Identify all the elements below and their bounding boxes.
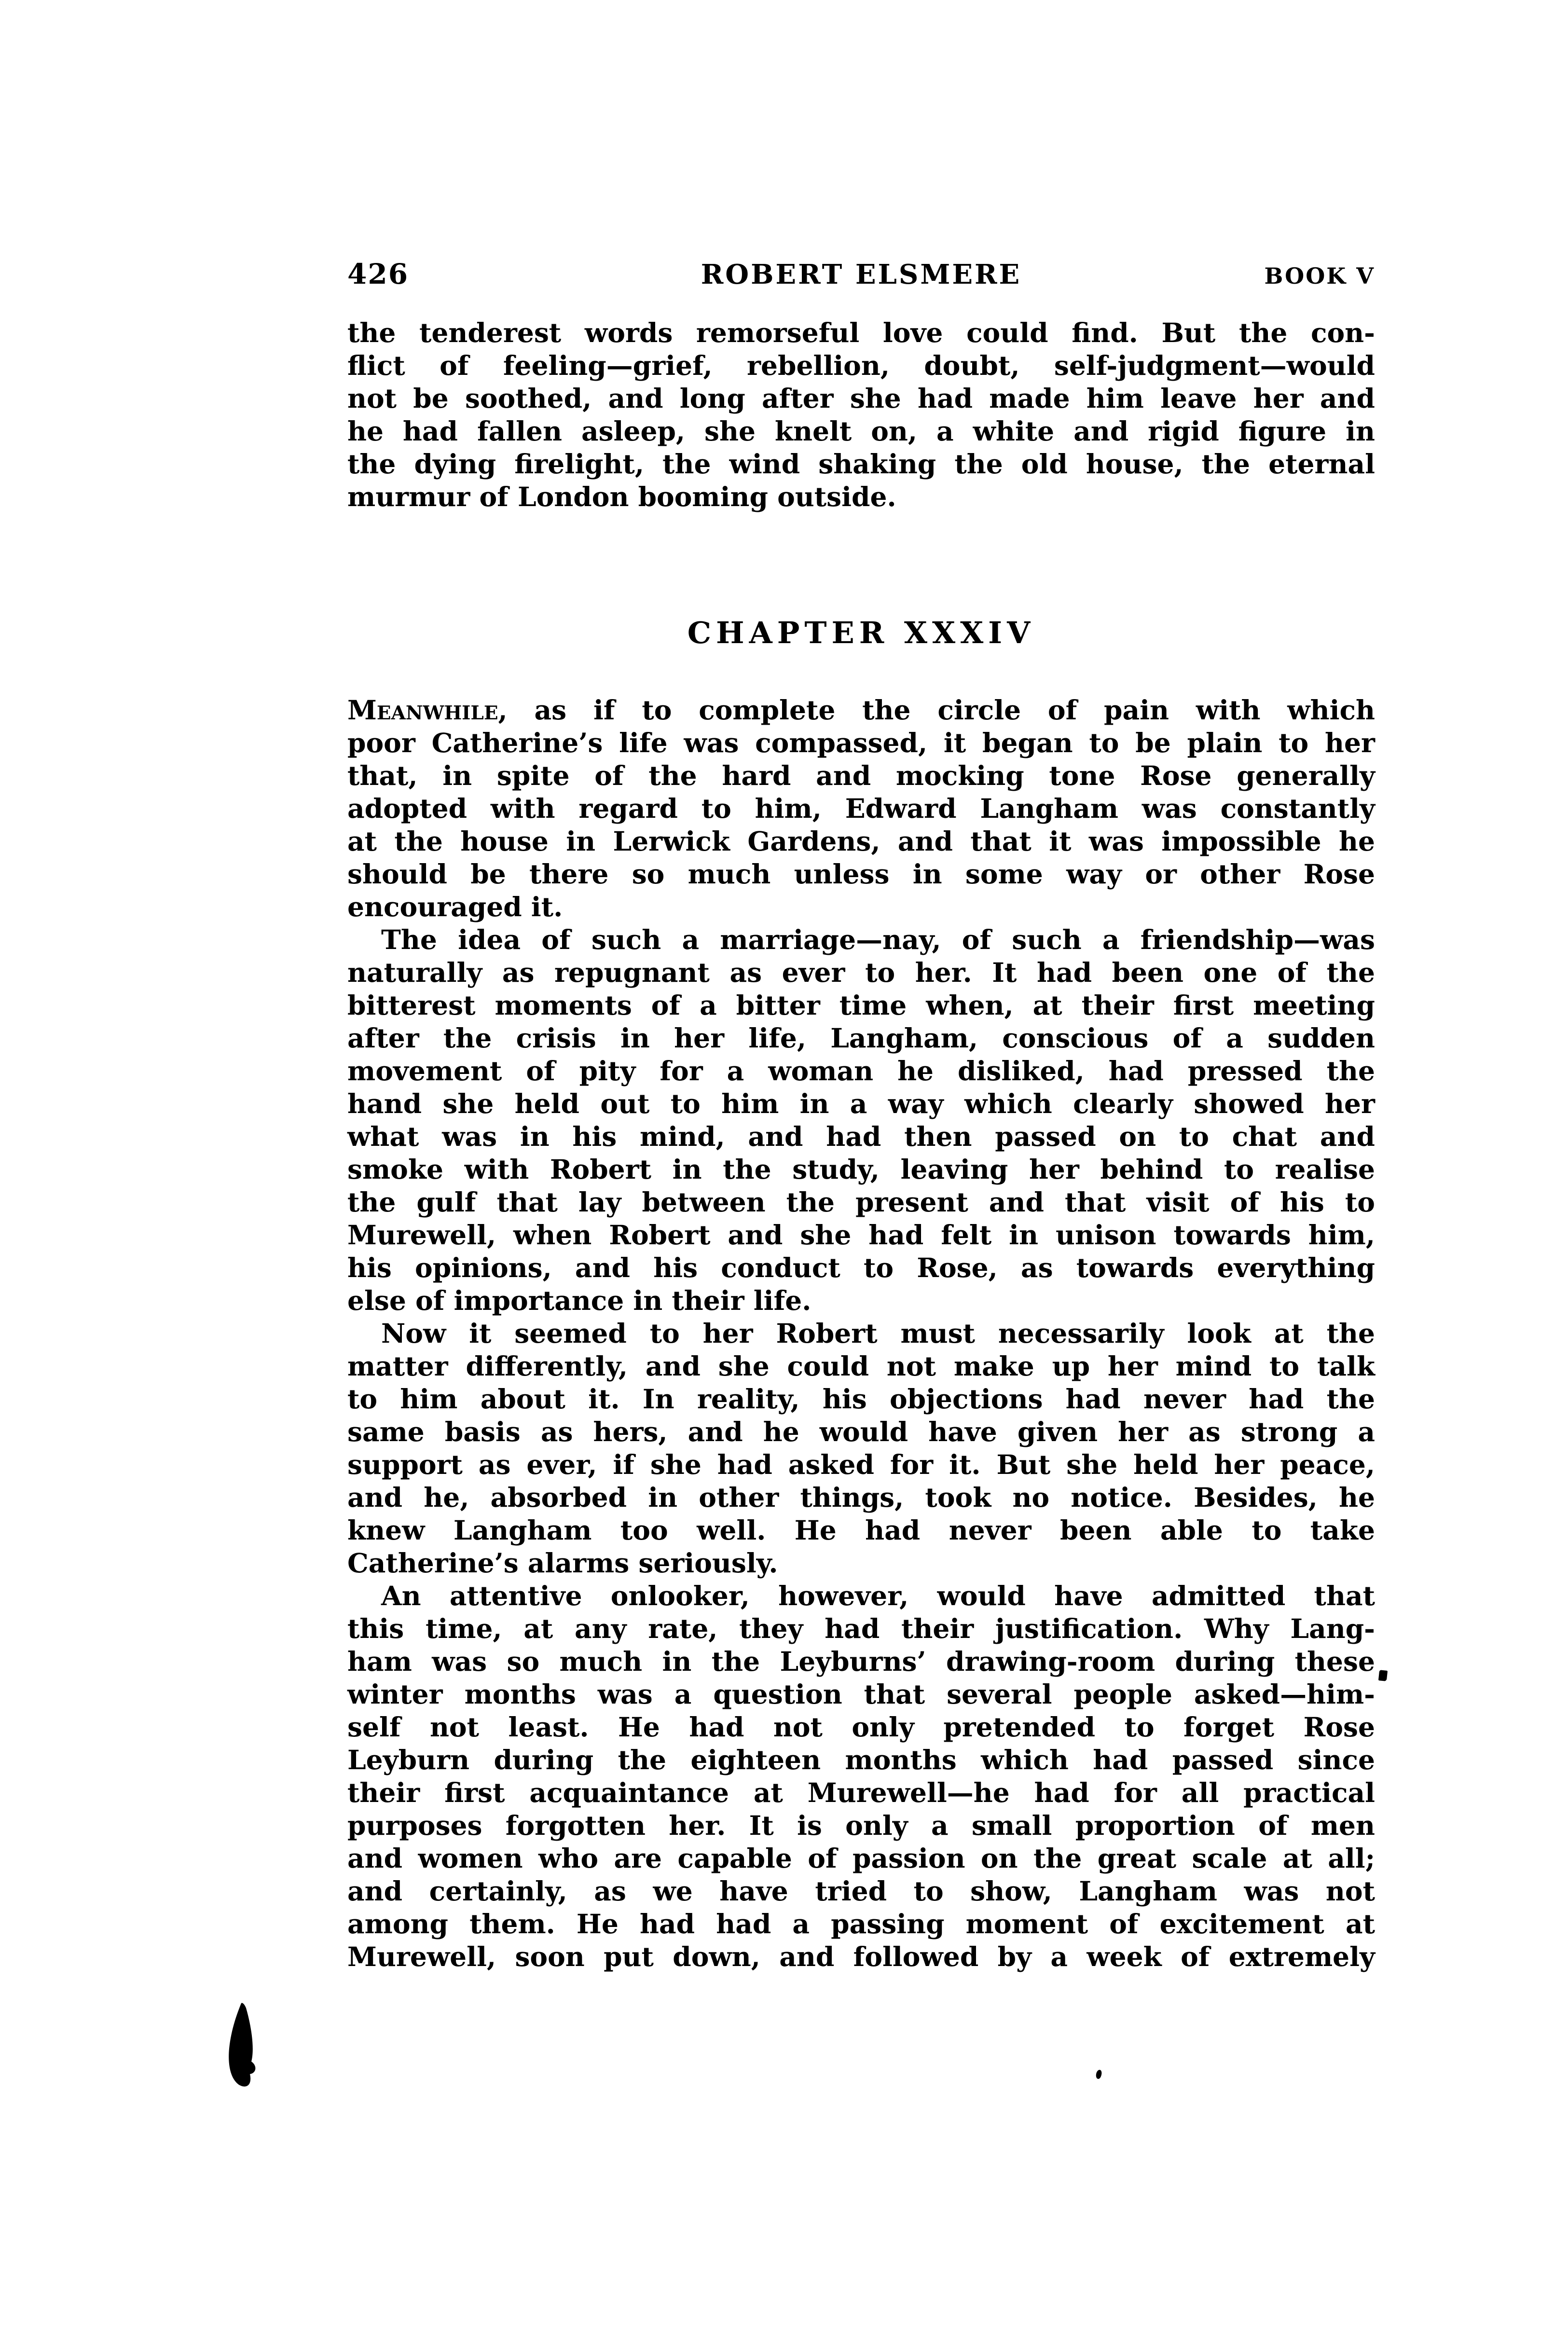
paragraph-now	[347, 1317, 1375, 1580]
text-line: winter months was a question that several people asked—him-	[347, 1678, 1375, 1710]
text-line: smoke with Robert in the study, leaving her behind to realise	[347, 1154, 1375, 1185]
paragraph-lines	[347, 727, 1375, 923]
text-line: what was in his mind, and had then passed on to chat and	[347, 1121, 1375, 1152]
text-line: this time, at any rate, they had their justification. Why Lang-	[347, 1613, 1375, 1644]
text-line: Murewell, when Robert and she had felt in unison towards him,	[347, 1219, 1375, 1251]
text-line: bitterest moments of a bitter time when, at their first meeting	[347, 990, 1375, 1021]
text-line: the gulf that lay between the present and that visit of his to	[347, 1186, 1375, 1218]
text-line: Leyburn during the eighteen months which had passed since	[347, 1744, 1375, 1775]
text-line: poor Catherine’s life was compassed, it began to be plain to her	[347, 727, 1375, 758]
text-line: should be there so much unless in some way or other Rose	[347, 858, 1375, 890]
text-line: the tenderest words remorseful love could find. But the con-	[347, 317, 1375, 348]
lead-word: Meanwhile,	[347, 694, 508, 726]
text-line: among them. He had had a passing moment of excitement at	[347, 1908, 1375, 1939]
text-line: and certainly, as we have tried to show, Langham was not	[347, 1875, 1375, 1907]
text-line: to him about it. In reality, his objections had never had the	[347, 1383, 1375, 1415]
text-line: flict of feeling—grief, rebellion, doubt, self-judgment—would	[347, 350, 1375, 381]
ink-dot	[1095, 2069, 1102, 2079]
text-line: knew Langham too well. He had never been able to take	[347, 1514, 1375, 1546]
ink-speck	[1378, 1670, 1388, 1681]
lead-line-rest: as if to complete the circle of pain with which	[534, 694, 1375, 726]
page-number: 426	[347, 258, 409, 290]
running-title: ROBERT ELSMERE	[701, 259, 1022, 290]
paragraph-onlooker	[347, 1580, 1375, 1973]
text-line: matter differently, and she could not make up her mind to talk	[347, 1350, 1375, 1382]
text-line: their first acquaintance at Murewell—he had for all practical	[347, 1777, 1375, 1808]
text-line: encouraged it.	[347, 891, 563, 922]
text-line: adopted with regard to him, Edward Langham was constantly	[347, 793, 1375, 824]
text-line	[347, 694, 1375, 727]
paragraph-meanwhile	[347, 694, 1375, 923]
text-line: Murewell, soon put down, and followed by a week of extremely	[347, 1941, 1375, 1972]
text-line: and he, absorbed in other things, took no notice. Besides, he	[347, 1482, 1375, 1513]
text-line: he had fallen asleep, she knelt on, a white and rigid figure in	[347, 415, 1375, 447]
text-line: purposes forgotten her. It is only a small proportion of men	[347, 1810, 1375, 1841]
text-line: the dying firelight, the wind shaking the old house, the eternal	[347, 448, 1375, 480]
text-line: naturally as repugnant as ever to her. It had been one of the	[347, 957, 1375, 988]
text-line: not be soothed, and long after she had made him leave her and	[347, 383, 1375, 414]
text-line: at the house in Lerwick Gardens, and that it was impossible he	[347, 825, 1375, 857]
chapter-body	[347, 694, 1375, 1973]
text-line: that, in spite of the hard and mocking tone Rose generally	[347, 760, 1375, 791]
text-line: hand she held out to him in a way which clearly showed her	[347, 1088, 1375, 1119]
text-line: movement of pity for a woman he disliked, had pressed the	[347, 1055, 1375, 1087]
text-line: murmur of London booming outside.	[347, 481, 896, 512]
text-line: Catherine’s alarms seriously.	[347, 1547, 778, 1579]
text-line: An attentive onlooker, however, would have admitted that	[381, 1580, 1375, 1611]
chapter-heading: CHAPTER XXXIV	[687, 615, 1035, 650]
text-line: same basis as hers, and he would have given her as strong a	[347, 1416, 1375, 1447]
text-line: ham was so much in the Leyburns’ drawing-room during these	[347, 1646, 1375, 1677]
text-line: after the crisis in her life, Langham, conscious of a sudden	[347, 1022, 1375, 1054]
ink-blot	[223, 2002, 276, 2089]
text-line: Now it seemed to her Robert must necessarily look at the	[381, 1318, 1375, 1349]
intro-paragraph	[347, 316, 1375, 513]
text-line: and women who are capable of passion on the great scale at all;	[347, 1843, 1375, 1874]
book-label: BOOK V	[1264, 263, 1375, 289]
text-line: The idea of such a marriage—nay, of such a friendship—was	[381, 924, 1375, 955]
paragraph-idea	[347, 923, 1375, 1317]
running-header	[347, 258, 1375, 290]
text-line: else of importance in their life.	[347, 1285, 812, 1316]
text-line: his opinions, and his conduct to Rose, as towards everything	[347, 1252, 1375, 1283]
text-line: support as ever, if she had asked for it. But she held her peace,	[347, 1449, 1375, 1480]
text-line: self not least. He had not only pretended to forget Rose	[347, 1711, 1375, 1743]
